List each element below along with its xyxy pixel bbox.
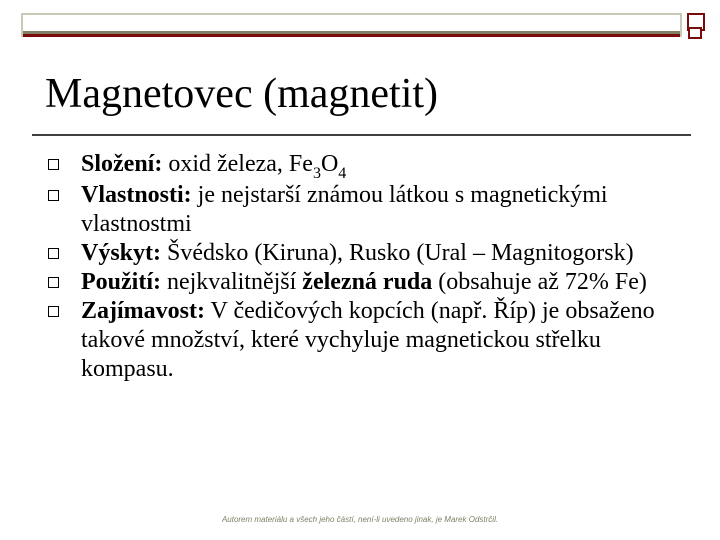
bullet-bold-text: železná ruda: [302, 269, 433, 295]
bullet-term: Výskyt:: [81, 240, 162, 266]
formula-element: O: [320, 151, 339, 177]
square-bullet-icon: [48, 190, 59, 201]
bullet-text: V čedičových kopcích (např. Říp) je obsaženo takové množství, které vychyluje magnetickou střelku kompasu.: [81, 298, 655, 382]
formula-subscript: 4: [338, 165, 347, 182]
footer-attribution: Autorem materiálu a všech jeho částí, není-li uvedeno jinak, je Marek Odstrčil.: [221, 515, 499, 524]
corner-square-decoration-small: [688, 27, 702, 39]
square-bullet-icon: [48, 159, 59, 170]
top-decorative-bar: [21, 13, 682, 37]
bullet-term: Složení:: [81, 151, 163, 177]
bullet-text: je nejstarší známou látkou s magnetickými vlastnostmi: [81, 182, 608, 237]
bullet-text: nejkvalitnější: [160, 269, 303, 295]
bullet-term: Zajímavost:: [81, 298, 205, 324]
bullet-text: Švédsko (Kiruna), Rusko (Ural – Magnitogorsk): [161, 240, 634, 266]
top-bar-stripe: [23, 31, 680, 37]
bullet-item-vyskyt: [45, 239, 655, 268]
bullet-term: Použití:: [81, 269, 161, 295]
bullet-text: (obsahuje až 72% Fe): [432, 269, 647, 295]
title-underline: [32, 134, 691, 136]
formula-subscript: 3: [312, 165, 321, 182]
bullet-item-vlastnosti: [45, 181, 655, 239]
square-bullet-icon: [48, 306, 59, 317]
bullet-text: oxid železa, Fe: [162, 151, 313, 177]
bullet-list: [45, 150, 655, 384]
bullet-term: Vlastnosti:: [81, 182, 192, 208]
slide-title: Magnetovec (magnetit): [45, 71, 439, 117]
bullet-item-zajimavost: [45, 297, 655, 384]
square-bullet-icon: [48, 248, 59, 259]
bullet-item-pouziti: [45, 268, 655, 297]
square-bullet-icon: [48, 277, 59, 288]
bullet-item-slozeni: [45, 150, 655, 181]
